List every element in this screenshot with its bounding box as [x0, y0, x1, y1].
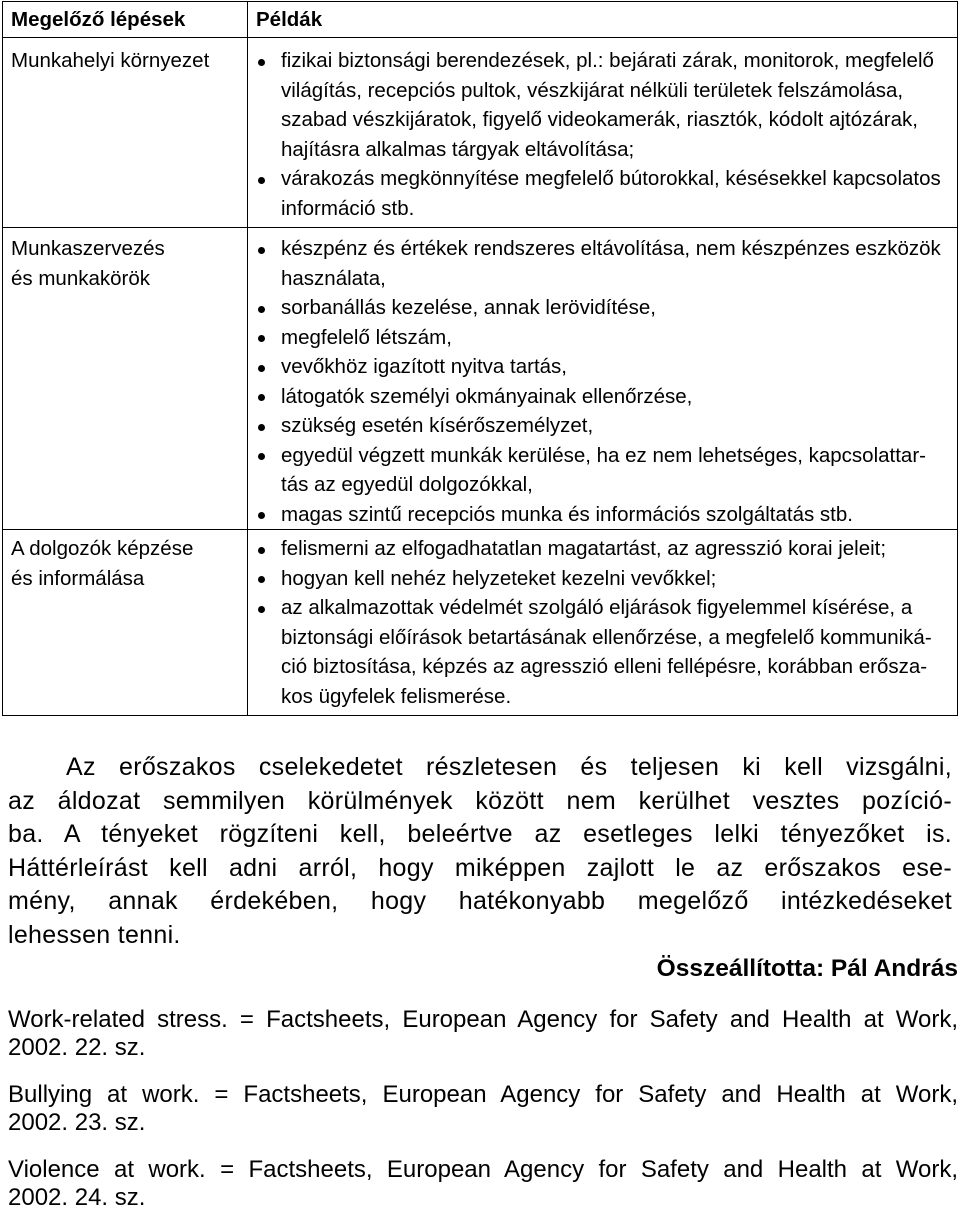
list-item-line: várakozás megkönnyítése megfelelő bútorokkal, késésekkel kapcsolatos [281, 167, 941, 190]
bullet-icon [258, 177, 265, 184]
reference-line: 2002. 22. sz. [8, 1034, 146, 1061]
list-item-line: kos ügyfelek felismerése. [281, 684, 512, 708]
list-item [248, 411, 953, 441]
author-credit: Összeállította: Pál András [656, 955, 958, 982]
row-label-line: Munkahelyi környezet [11, 49, 210, 72]
list-item-line: ció biztosítása, képzés az agresszió elleni fellépésre, korábban erősza- [281, 655, 928, 678]
bullet-icon [258, 59, 265, 66]
bullet-icon [258, 424, 265, 431]
prevention-measures-table [2, 1, 958, 716]
list-item [248, 382, 953, 412]
reference-line: 2002. 23. sz. [8, 1109, 146, 1136]
list-item [248, 534, 953, 564]
paragraph-line: Háttérleírást kell adni arról, hogy miképpen zajlott le az erőszakos ese- [8, 853, 952, 882]
list-item-line: hajításra alkalmas tárgyak eltávolítása; [281, 137, 635, 161]
body-paragraph [8, 751, 952, 952]
list-item [248, 441, 953, 500]
reference-line: Bullying at work. = Factsheets, European Agency for Safety and Health at Work, [8, 1081, 958, 1108]
list-item-line: megfelelő létszám, [281, 325, 452, 349]
table-header-measures: Megelőző lépések [3, 2, 248, 38]
list-item [248, 234, 953, 293]
paragraph-line: ba. A tényeket rögzíteni kell, beleértve az esetleges lelki tényezőket is. [8, 820, 952, 848]
reference-item [8, 1156, 958, 1212]
list-item [248, 164, 953, 223]
reference-line: 2002. 24. sz. [8, 1184, 146, 1211]
bullet-icon [258, 365, 265, 372]
paragraph-line: mény, annak érdekében, hogy hatékonyabb megelőző intézkedéseket [8, 887, 952, 915]
references [8, 1006, 958, 1212]
row-label-workplace-environment [3, 38, 248, 228]
row-label-line: és munkakörök [11, 266, 151, 290]
row-label-line: A dolgozók képzése [11, 537, 194, 560]
list-item-line: magas szintű recepciós munka és információs szolgáltatás stb. [281, 502, 853, 526]
list-item [248, 500, 953, 530]
list-item [248, 352, 953, 382]
table-header-examples: Példák [248, 2, 957, 38]
bullet-icon [258, 247, 265, 254]
bullet-icon [258, 394, 265, 401]
reference-line: Violence at work. = Factsheets, European Agency for Safety and Health at Work, [8, 1156, 958, 1183]
list-item-line: szabad vészkijáratok, figyelő videokamerák, riasztók, kódolt ajtózárak, [281, 108, 918, 131]
list-item-line: látogatók személyi okmányainak ellenőrzése, [281, 384, 693, 408]
list-item [248, 46, 953, 164]
row-examples-staff-training [248, 530, 957, 715]
list-item [248, 293, 953, 323]
bullet-icon [258, 512, 265, 519]
list-item-line: tás az egyedül dolgozókkal, [281, 473, 533, 496]
list-item [248, 323, 953, 353]
list-item-line: használata, [281, 266, 386, 290]
bullet-icon [258, 547, 265, 554]
list-item [248, 593, 953, 711]
row-examples-workplace-environment [248, 38, 957, 228]
list-item-line: készpénz és értékek rendszeres eltávolítása, nem készpénzes eszközök [281, 237, 941, 260]
row-label-work-organization [3, 228, 248, 530]
bullet-icon [258, 606, 265, 613]
paragraph-line: Az erőszakos cselekedetet részletesen és teljesen ki kell vizsgálni, [66, 753, 952, 781]
reference-item [8, 1006, 958, 1062]
list-item-line: az alkalmazottak védelmét szolgáló eljárások figyelemmel kísérése, a [281, 596, 913, 619]
reference-item [8, 1081, 958, 1137]
list-item-line: információ stb. [281, 196, 415, 220]
bullet-icon [258, 453, 265, 460]
list-item-line: felismerni az elfogadhatatlan magatartást, az agresszió korai jeleit; [281, 537, 887, 560]
bullet-icon [258, 576, 265, 583]
list-item [248, 564, 953, 594]
list-item-line: fizikai biztonsági berendezések, pl.: bejárati zárak, monitorok, megfelelő [281, 49, 934, 72]
list-item-line: biztonsági előírások betartásának ellenőrzése, a megfelelő kommuniká- [281, 625, 932, 649]
paragraph-line: az áldozat semmilyen körülmények között nem kerülhet vesztes pozíció- [8, 786, 952, 815]
row-examples-work-organization [248, 228, 957, 530]
reference-line: Work-related stress. = Factsheets, European Agency for Safety and Health at Work, [8, 1006, 958, 1033]
list-item-line: sorbanállás kezelése, annak lerövidítése, [281, 296, 656, 319]
list-item-line: vevőkhöz igazított nyitva tartás, [281, 355, 567, 378]
paragraph-line: lehessen tenni. [8, 920, 181, 949]
list-item-line: világítás, recepciós pultok, vészkijárat nélküli területek felszámolása, [281, 78, 904, 102]
list-item-line: hogyan kell nehéz helyzeteket kezelni vevőkkel; [281, 566, 717, 590]
list-item-line: egyedül végzett munkák kerülése, ha ez nem lehetséges, kapcsolattar- [281, 443, 926, 467]
row-label-staff-training [3, 530, 248, 715]
row-label-line: és informálása [11, 566, 145, 590]
bullet-icon [258, 335, 265, 342]
list-item-line: szükség esetén kísérőszemélyzet, [281, 414, 594, 437]
row-label-line: Munkaszervezés [11, 237, 165, 260]
bullet-icon [258, 306, 265, 313]
